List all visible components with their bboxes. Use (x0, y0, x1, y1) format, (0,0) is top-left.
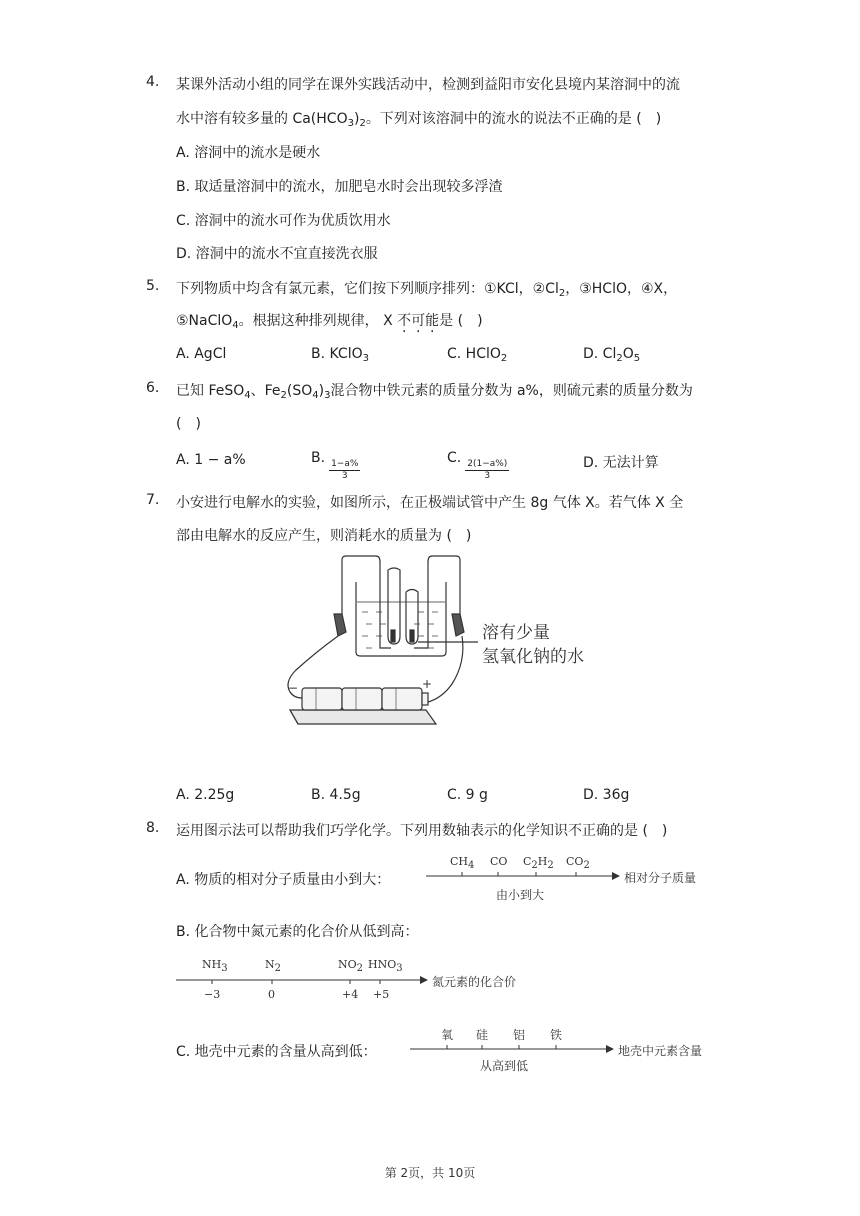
q4-option-c: C. 溶洞中的流水可作为优质饮用水 (176, 213, 391, 229)
axis-b-value-label: +4 (342, 988, 359, 1001)
emphasis-char: 不 (397, 313, 412, 329)
axis-b-line (174, 974, 428, 986)
axis-a-tick-label: CO (490, 855, 508, 868)
q6-option-b: B. $\frac{1-a\%}{3}$ (311, 450, 359, 481)
q4-number: 4. (146, 74, 160, 90)
page-footer: 第 2页，共 10页 (384, 1166, 476, 1180)
fraction: $\frac{1-a\%}{3}$ (331, 459, 359, 481)
q8-option-c: C. 地壳中元素的含量从高到低： (176, 1044, 377, 1060)
q4-option-d: D. 溶洞中的流水不宜直接洗衣服 (176, 246, 378, 262)
q6-option-d: D. 无法计算 (583, 455, 659, 471)
axis-c-end-label: 地壳中元素含量 (618, 1044, 703, 1058)
q4-option-a: A. 溶洞中的流水是硬水 (176, 145, 321, 161)
axis-c-tick-label: 铁 (550, 1028, 563, 1042)
q6-stem-line1: 已知 FeSO$_4$、$Fe_2(SO_4)_3$混合物中铁元素的质量分数为 a%，则硫元素的质量分数为 (176, 383, 693, 401)
q8-option-b: B. 化合物中氮元素的化合价从低到高： (176, 924, 419, 940)
axis-a-tick-label: $CO_2$ (566, 855, 590, 871)
axis-a-tick-label: $CH_4$ (450, 855, 475, 871)
fraction: $\frac{2(1-a\%)}{3}$ (467, 459, 508, 481)
figure-label-line1: 溶有少量 (482, 623, 550, 643)
q4-stem-line1: 某课外活动小组的同学在课外实践活动中，检测到益阳市安化县境内某溶洞中的流 (176, 77, 680, 93)
axis-a-end-label: 相对分子质量 (624, 871, 697, 885)
q4-stem-line2: 水中溶有较多量的 $Ca(HCO_3)_2$。下列对该溶洞中的流水的说法不正确的是 ( ) (176, 111, 662, 129)
axis-c-tick-label: 氧 (441, 1028, 454, 1042)
q7-number: 7. (146, 492, 160, 508)
axis-c-direction-label: 从高到低 (480, 1059, 529, 1073)
q5-stem-line1: 下列物质中均含有氯元素，它们按下列顺序排列：①KCl，$②Cl_2$，③HClO，④X， (176, 281, 678, 299)
emphasis-char: 能 (425, 313, 440, 329)
q7-option-c: C. 9 g (447, 787, 488, 803)
axis-b-value-label: −3 (204, 988, 221, 1001)
q5-number: 5. (146, 278, 160, 294)
q7-option-d: D. 36g (583, 787, 630, 803)
axis-a-line (424, 870, 620, 882)
axis-b-tick-label: $N_2$ (265, 958, 281, 974)
q5-option-d: D. $Cl_2O_5$ (583, 346, 641, 364)
q7-option-a: A. 2.25g (176, 787, 235, 803)
q5-option-c: C. HClO$_2$ (447, 346, 508, 364)
negative-terminal-label: − (288, 681, 299, 695)
q6-number: 6. (146, 380, 160, 396)
q5-option-b: B. KClO$_3$ (311, 346, 369, 364)
q4-option-b: B. 取适量溶洞中的流水，加肥皂水时会出现较多浮渣 (176, 179, 503, 195)
axis-b-tick-label: $HNO_3$ (368, 958, 403, 974)
axis-b-value-label: 0 (268, 988, 275, 1001)
q6-option-c: C. $\frac{2(1-a\%)}{3}$ (447, 450, 508, 481)
q5-stem-line2: ⑤NaClO$_4$。根据这种排列规律， X 不可能是 ( ) (176, 313, 483, 331)
axis-c-line (408, 1043, 614, 1055)
q8-option-a: A. 物质的相对分子质量由小到大： (176, 872, 391, 888)
axis-b-end-label: 氮元素的化合价 (432, 975, 517, 989)
q5-option-a: A. AgCl (176, 346, 227, 362)
q6-option-a: A. 1 − a% (176, 452, 246, 468)
q6-stem-line2: ( ) (176, 416, 201, 432)
emphasis-char: 可 (411, 313, 426, 329)
q7-option-b: B. 4.5g (311, 787, 361, 803)
electrolysis-apparatus-figure (276, 552, 606, 732)
axis-a-tick-label: $C_2H_2$ (523, 855, 554, 871)
axis-c-tick-label: 铝 (513, 1028, 526, 1042)
q8-number: 8. (146, 820, 160, 836)
axis-a-direction-label: 由小到大 (496, 888, 545, 902)
q8-stem: 运用图示法可以帮助我们巧学化学。下列用数轴表示的化学知识不正确的是 ( ) (176, 823, 668, 839)
q7-stem-line2: 部由电解水的反应产生，则消耗水的质量为 ( ) (176, 528, 472, 544)
axis-b-value-label: +5 (373, 988, 390, 1001)
positive-terminal-label: + (422, 677, 433, 691)
q7-stem-line1: 小安进行电解水的实验，如图所示，在正极端试管中产生 8g 气体 X。若气体 X 全 (176, 495, 684, 511)
figure-label-line2: 氢氧化钠的水 (482, 647, 584, 667)
axis-c-tick-label: 硅 (476, 1028, 489, 1042)
axis-b-tick-label: $NH_3$ (202, 958, 228, 974)
axis-b-tick-label: $NO_2$ (338, 958, 364, 974)
